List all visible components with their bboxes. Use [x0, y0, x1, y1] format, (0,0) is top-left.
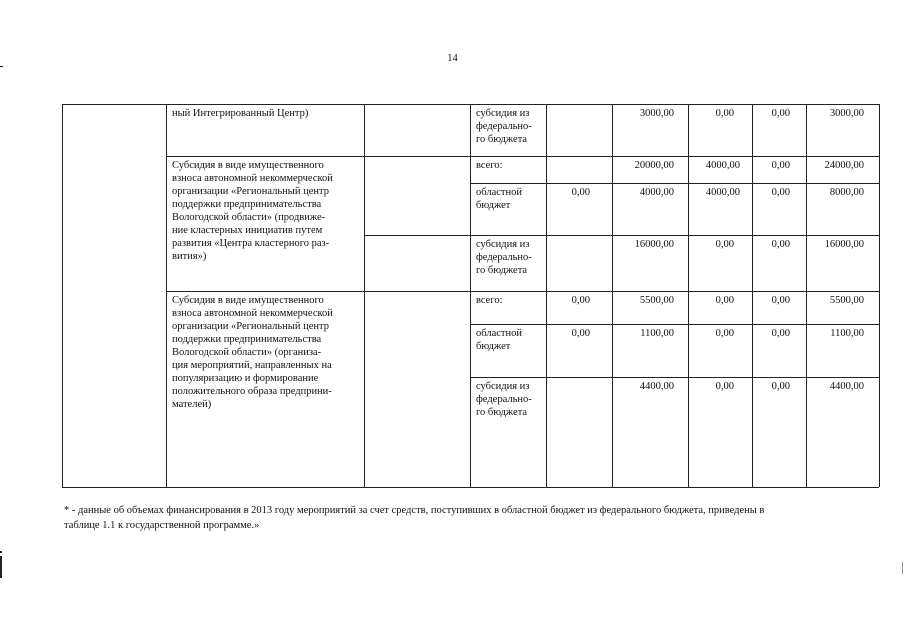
value-cell: 4000,00 [705, 187, 740, 198]
value-cell: 0,00 [715, 328, 734, 339]
page-number: 14 [447, 53, 458, 64]
value-cell: 20000,00 [634, 160, 674, 171]
funding-source: областной бюджет [476, 328, 522, 352]
value-cell: 0,00 [715, 381, 734, 392]
value-cell: 4000,00 [639, 187, 674, 198]
value-cell: 0,00 [771, 328, 790, 339]
value-cell: 0,00 [771, 239, 790, 250]
measure-name: Субсидия в виде имущественного взноса автономной некоммерческой организации «Региональный центр поддержки предпринимательства Вологодской области» (организа- ция мероприятий, направленных на популяризацию и формирование положительного образа предприни- мателей) [172, 295, 333, 410]
value-cell: 5500,00 [639, 295, 674, 306]
funding-source: областной бюджет [476, 187, 522, 211]
value-cell: 4400,00 [639, 381, 674, 392]
row-border [166, 291, 879, 292]
row-border [470, 324, 879, 325]
col-border [166, 104, 167, 487]
col-border [470, 104, 471, 487]
value-cell: 0,00 [771, 160, 790, 171]
funding-source: субсидия из федерально- го бюджета [476, 108, 532, 145]
value-cell: 1100,00 [640, 328, 674, 339]
value-cell: 0,00 [771, 381, 790, 392]
funding-source: субсидия из федерально- го бюджета [476, 239, 532, 276]
value-cell: 0,00 [571, 295, 590, 306]
scan-mark [902, 562, 903, 574]
value-cell: 0,00 [571, 328, 590, 339]
row-border [166, 156, 879, 157]
value-cell: 0,00 [715, 108, 734, 119]
measure-name: ный Интегрированный Центр) [172, 108, 309, 119]
footnote: * - данные об объемах финансирования в 2013 году мероприятий за счет средств, поступивших в областной бюджет из федерального бюджета, приведены в таблице 1.1 к государственной программе.» [64, 505, 765, 531]
value-cell: 0,00 [771, 187, 790, 198]
funding-source: субсидия из федерально- го бюджета [476, 381, 532, 418]
row-border [470, 377, 879, 378]
value-cell: 0,00 [715, 295, 734, 306]
row-border [364, 235, 879, 236]
col-border [879, 104, 880, 487]
scan-mark [0, 551, 2, 553]
value-cell: 4000,00 [705, 160, 740, 171]
funding-source: всего: [476, 160, 503, 171]
value-cell: 0,00 [771, 295, 790, 306]
value-cell: 1100,00 [830, 328, 864, 339]
value-cell: 8000,00 [829, 187, 864, 198]
value-cell: 24000,00 [824, 160, 864, 171]
col-border [62, 104, 63, 487]
value-cell: 3000,00 [829, 108, 864, 119]
scan-mark [0, 556, 2, 578]
row-border [470, 183, 879, 184]
measure-name: Субсидия в виде имущественного взноса автономной некоммерческой организации «Региональный центр поддержки предпринимательства Вологодской области» (продвиже- ние кластерных инициатив путем развития «Центра кластерного раз- вития») [172, 160, 333, 262]
value-cell: 3000,00 [639, 108, 674, 119]
value-cell: 0,00 [771, 108, 790, 119]
value-cell: 0,00 [715, 239, 734, 250]
value-cell: 16000,00 [824, 239, 864, 250]
col-border [364, 104, 365, 487]
value-cell: 4400,00 [829, 381, 864, 392]
value-cell: 0,00 [571, 187, 590, 198]
value-cell: 16000,00 [634, 239, 674, 250]
row-border-bottom [62, 487, 879, 488]
funding-source: всего: [476, 295, 503, 306]
value-cell: 5500,00 [829, 295, 864, 306]
scan-mark [0, 66, 3, 67]
